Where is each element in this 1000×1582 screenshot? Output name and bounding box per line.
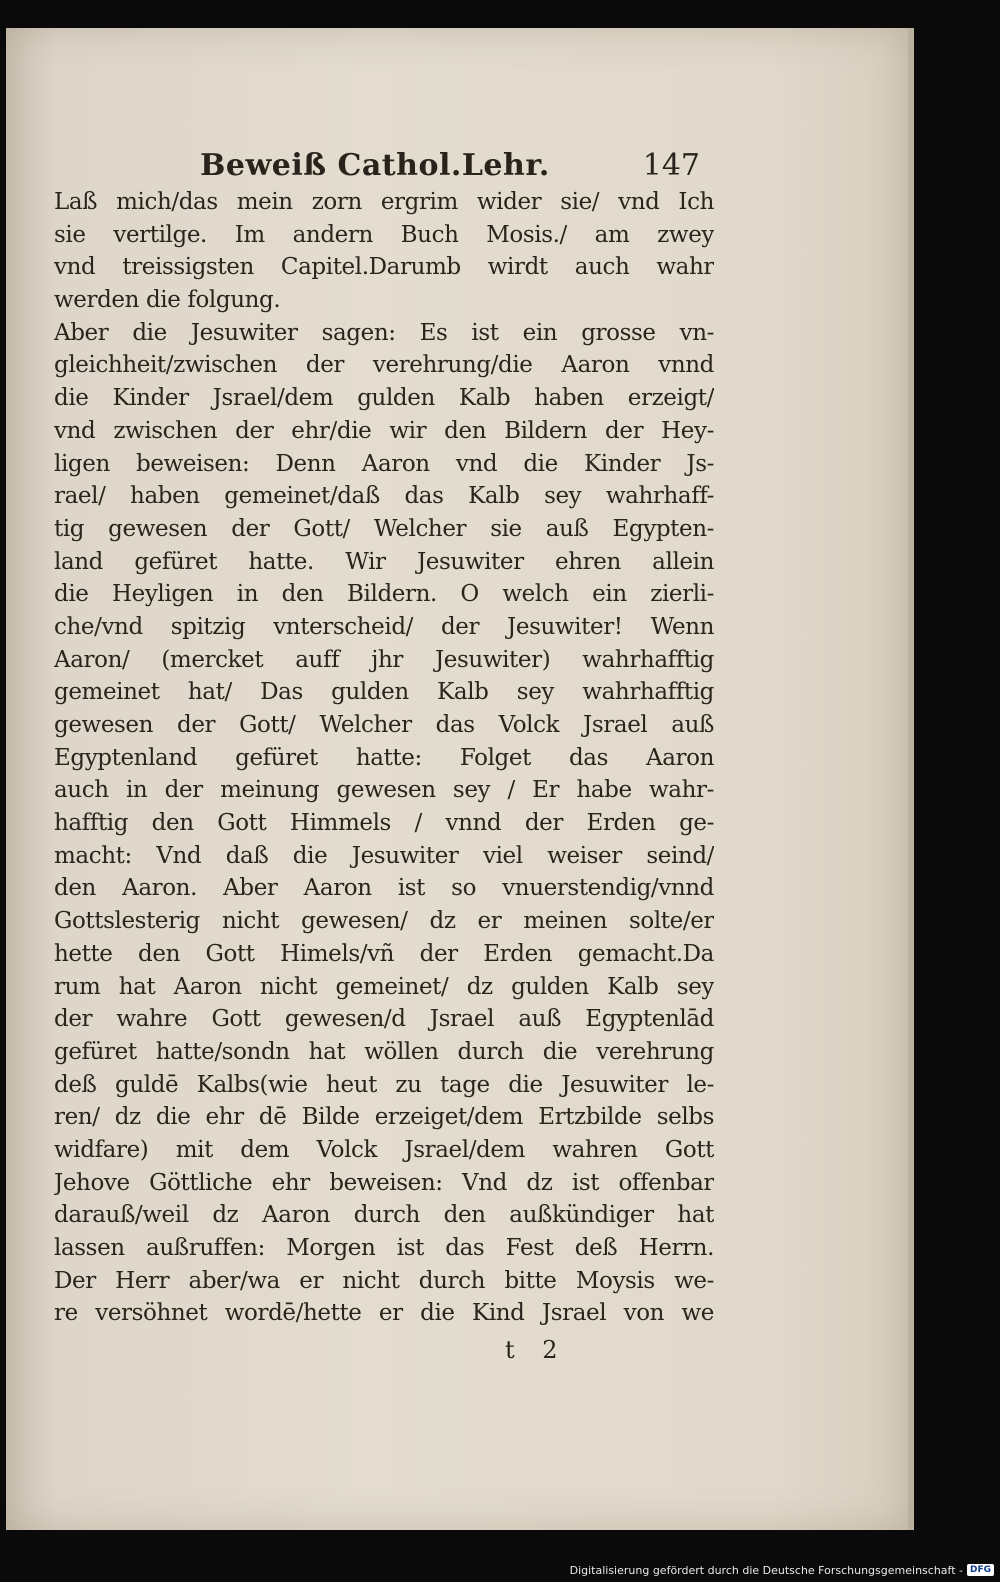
text-line: Egyptenland gefüret hatte: Folget das Aaron <box>54 744 714 771</box>
dfg-logo-icon: DFG <box>967 1564 994 1576</box>
text-line: Gottslesterig nicht gewesen/ dz er meinen solte/er <box>54 908 714 935</box>
page-number: 147 <box>642 148 700 183</box>
text-line: der wahre Gott gewesen/d Jsrael auß Egyptenlād <box>54 1006 714 1033</box>
text-line: tig gewesen der Gott/ Welcher sie auß Egypten- <box>54 515 714 542</box>
text-line: macht: Vnd daß die Jesuwiter viel weiser seind/ <box>54 842 714 869</box>
text-line: rum hat Aaron nicht gemeinet/ dz gulden Kalb sey <box>54 973 714 1000</box>
text-line: deß guldē Kalbs(wie heut zu tage die Jesuwiter le- <box>54 1071 714 1098</box>
text-line: hafftig den Gott Himmels / vnnd der Erden ge- <box>54 810 714 837</box>
text-line: rael/ haben gemeinet/daß das Kalb sey wahrhaff- <box>54 483 714 510</box>
text-line: widfare) mit dem Volck Jsrael/dem wahren Gott <box>54 1136 714 1163</box>
text-line: darauß/weil dz Aaron durch den außkündiger hat <box>54 1202 714 1229</box>
body-text <box>54 186 714 1330</box>
text-line: Aaron/ (mercket auff jhr Jesuwiter) wahrhafftig <box>54 646 714 673</box>
text-line: che/vnd spitzig vnterscheid/ der Jesuwiter! Wenn <box>54 613 714 640</box>
text-line: gewesen der Gott/ Welcher das Volck Jsrael auß <box>54 712 714 738</box>
text-line: werden die folgung. <box>54 287 281 314</box>
text-line: Der Herr aber/wa er nicht durch bitte Moysis we- <box>54 1267 714 1294</box>
text-line: re versöhnet wordē/hette er die Kind Jsrael von we <box>54 1300 714 1327</box>
text-line: hette den Gott Himels/vñ der Erden gemacht.Da <box>54 940 714 967</box>
text-line: die Heyligen in den Bildern. O welch ein zierli- <box>54 581 714 608</box>
running-head: Beweiß Cathol.Lehr. <box>200 148 550 183</box>
funding-notice: Digitalisierung gefördert durch die Deutsche Forschungsgemeinschaft - <box>569 1563 963 1577</box>
text-line: gefüret hatte/sondn hat wöllen durch die verehrung <box>54 1038 714 1065</box>
text-line: ren/ dz die ehr dē Bilde erzeiget/dem Ertzbilde selbs <box>54 1104 714 1131</box>
text-line: vnd zwischen der ehr/die wir den Bildern der Hey- <box>54 417 714 444</box>
text-line: auch in der meinung gewesen sey / Er habe wahr- <box>54 777 714 804</box>
text-line: Aber die Jesuwiter sagen: Es ist ein grosse vn- <box>54 319 714 346</box>
signature-mark: t 2 <box>505 1336 568 1364</box>
page-header <box>200 148 700 188</box>
text-line: lassen außruffen: Morgen ist das Fest deß Herrn. <box>54 1235 714 1261</box>
footer <box>570 1562 994 1578</box>
text-line: land gefüret hatte. Wir Jesuwiter ehren allein <box>54 548 714 575</box>
text-line: gleichheit/zwischen der verehrung/die Aaron vnnd <box>54 352 714 379</box>
text-line: den Aaron. Aber Aaron ist so vnuerstendig/vnnd <box>54 875 714 902</box>
text-line: gemeinet hat/ Das gulden Kalb sey wahrhafftig <box>54 679 714 706</box>
page-edge <box>908 28 914 1530</box>
text-line: die Kinder Jsrael/dem gulden Kalb haben erzeigt/ <box>54 385 714 412</box>
text-line: sie vertilge. Im andern Buch Mosis./ am zwey <box>54 221 714 248</box>
text-line: vnd treissigsten Capitel.Darumb wirdt auch wahr <box>54 254 714 281</box>
text-line: Laß mich/das mein zorn ergrim wider sie/ vnd Ich <box>54 189 714 215</box>
text-line: ligen beweisen: Denn Aaron vnd die Kinder Js- <box>54 450 714 477</box>
text-line: Jehove Göttliche ehr beweisen: Vnd dz ist offenbar <box>54 1169 714 1196</box>
